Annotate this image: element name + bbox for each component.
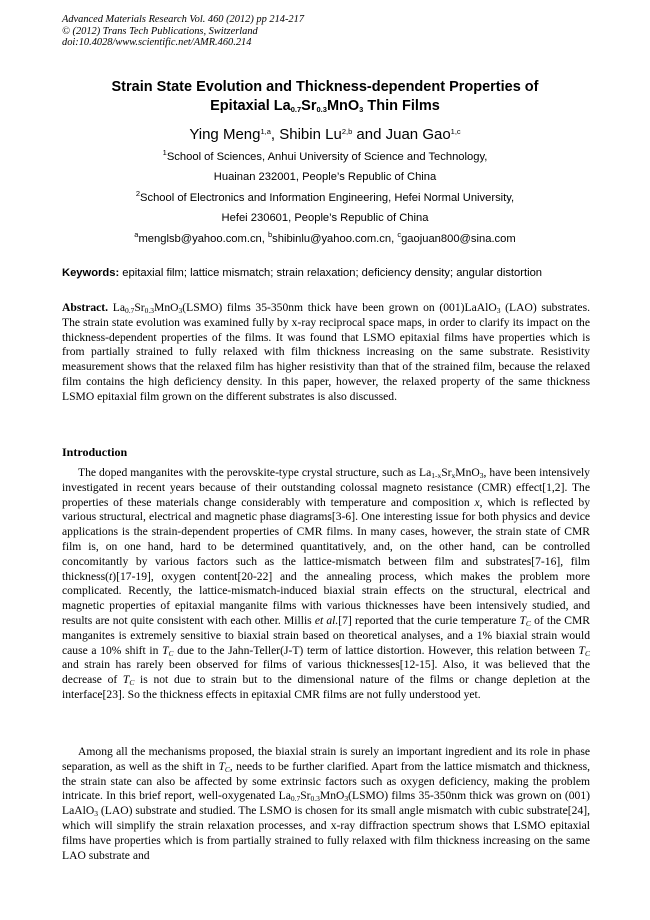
author-separator: and [352,126,386,143]
author-emails [40,232,610,246]
title-line-2 [40,97,610,116]
italic-subscript: C [129,678,135,688]
italic-symbol: T [578,643,585,657]
italic-symbol: T [122,673,130,687]
italic-symbol: T [519,613,526,627]
paragraph-text: of the CMR manganites is extremely sensitive to biaxial strain based on theoretical analyses, and a 1% biaxial strain would cause a 10% shift in [62,613,591,657]
paragraph-text: )[17-19], oxygen content[20-22] and the annealing process, which makes the problem more complicated. Recently, the lattice-mismatch-induced biaxial strain effects on the structural, electrical and magnetic properties of epitaxial manganite films with various thicknesses have been intensively studied, and results are not quite consistent with each other. Millis [62,569,590,627]
intro-paragraph-2 [62,745,590,863]
author-separator: , [270,126,280,143]
subscript: 1-x [431,471,442,480]
paragraph-text: MnO [319,789,345,803]
paragraph-text: and strain has rarely been observed for films of various thicknesses[12-15]. Also, it was believed that the decrease of [62,658,590,687]
italic-symbol: T [162,643,169,657]
subscript: 3 [496,306,501,315]
italic-subscript: C [525,618,531,628]
abstract-text: MnO [154,301,179,314]
email-mark: c [397,230,402,239]
affiliation-2 [40,191,610,205]
subscript: 3 [479,471,484,480]
abstract-text: La [108,301,125,314]
intro-paragraph-1 [62,466,590,703]
title-text: MnO [326,98,360,114]
paragraph-text: The doped manganites with the perovskite-type crystal structure, such as La [78,466,432,479]
author-affiliation-mark: 1,a [260,127,271,136]
title-text: Epitaxial La [210,98,291,114]
paragraph-text: , which is reflected by various structural, electrical and magnetic phase diagrams[3-6]. One interesting issue for both physics and device applications is the strain-dependent properties of CMR films. In many cases, however, the strain state of CMR film is, on one hand, hard to be determined quantitatively, and, on the other hand, can be controlled concomitantly by various factors such as the lattice-mismatch between film and substrates[7-16], film thickness( [62,495,590,583]
subscript: 0.7 [290,794,301,804]
author-affiliation-mark: 1,c [450,127,461,136]
keywords-text: epitaxial film; lattice mismatch; strain relaxation; deficiency density; angular distortion [119,267,543,279]
subscript: 3 [94,809,98,819]
italic-subscript: C [224,764,230,774]
keywords-label: Keywords: [62,267,120,279]
subscript: 0.3 [310,794,320,804]
title-subscript: 0.3 [316,105,327,114]
italic-subscript: C [168,648,174,658]
title-text: Sr [301,98,317,114]
journal-citation: Advanced Materials Research Vol. 460 (2012) pp 214-217 [62,14,305,25]
journal-header [62,14,304,49]
doi-line: doi:10.4028/www.scientific.net/AMR.460.214 [62,37,252,48]
subscript: 3 [178,306,183,315]
author-list [40,126,610,144]
affiliation-1 [40,150,610,164]
italic-symbol: T [218,759,225,773]
paragraph-text: Among all the mechanisms proposed, the biaxial strain is surely an important ingredient and its role in phase separation, as well as the shift in [62,745,590,773]
affiliation-mark: 1 [162,148,167,157]
email-mark: a [134,230,139,239]
author-name: Shibin Lu [279,126,342,143]
email-mark: b [267,230,273,239]
author-name: Juan Gao [385,126,451,143]
title-text: Thin Films [363,98,440,114]
title-subscript: 0.7 [290,105,302,114]
author-name: Ying Meng [189,126,261,143]
abstract-label: Abstract. [62,301,109,314]
affiliation-mark: 2 [135,189,141,198]
paragraph-text: MnO [455,466,480,479]
paragraph-text: , needs to be further clarified. Apart from the lattice mismatch and thickness, the strain state can also be affected by some extrinsic factors such as oxygen deficiency, making the problem intricate. In this brief report, well-oxygenated La [62,759,590,803]
title-subscript: 3 [359,105,364,114]
paragraph-text: [7] reported that the curie temperature [338,613,520,627]
affiliation-2-address: Hefei 230601, People’s Republic of China [221,212,429,224]
italic-symbol: x [474,495,480,509]
affiliation-text: School of Electronics and Information Engineering, Hefei Normal University, [140,192,515,204]
subscript: 0.3 [144,306,155,315]
paragraph-text: Sr [300,789,311,803]
affiliation-1-address: Huainan 232001, People’s Republic of China [213,171,437,183]
subscript: x [451,471,456,480]
section-heading-introduction: Introduction [62,445,128,459]
email-address: shibinlu@yahoo.com.cn, [272,233,398,245]
copyright-line: © (2012) Trans Tech Publications, Switzerland [62,25,258,37]
subscript: 3 [344,794,349,804]
paragraph-text: (LAO) substrate and studied. The LSMO is chosen for its small angle mismatch with cubic substrate[24], which will simplify the strain relaxation processes, and x-ray diffraction spectrum shows that LSMO epitaxial films have properties which is from partially strained to fully relaxed with film thickness increasing on the same LAO substrate and [62,804,590,862]
abstract-text: Sr [134,301,145,314]
abstract-text: (LAO) substrates. The strain state evolution was examined fully by x-ray reciprocal space maps, in order to clarify its impact on the thickness-dependent properties of the films. It was found that LSMO epitaxial films have properties which is from partially strained to fully relaxed with film thickness increasing on the same substrate. Resistivity measurement shows that the relaxed film has higher resistivity than that of the strained film, because the relaxed film contains the high deficiency density. In this paper, however, the relaxed property of the same thickness LSMO epitaxial film grown on the different substrates is also discussed. [62,301,590,403]
subscript: 0.7 [124,306,135,315]
affiliation-text: School of Sciences, Anhui University of Science and Technology, [166,151,488,163]
keywords [62,266,590,280]
email-address: gaojuan800@sina.com [401,233,516,245]
italic-symbol: t [109,569,113,583]
paragraph-text: , have been intensively investigated in recent years because of their outstanding colossal magneto resistance (CMR) effect[1,2]. The properties of these materials change considerably with temperature and composition [62,466,590,509]
paragraph-text: (LSMO) films 35-350nm thick was grown on (001) LaAlO [62,789,590,818]
abstract [62,301,590,405]
abstract-text: (LSMO) films 35-350nm thick have been grown on (001)LaAlO [182,301,497,314]
paragraph-text: is not due to strain but to the dimensional nature of the films or change depletion at the interface[23]. So the thickness effects in epitaxial CMR films are not fully understood yet. [62,673,590,701]
title-line-1: Strain State Evolution and Thickness-dependent Properties of [111,79,539,95]
paragraph-text: due to the Jahn-Teller(J-T) term of lattice distortion. However, this relation between [173,643,579,657]
email-address: menglsb@yahoo.com.cn, [138,233,268,245]
italic-subscript: C [584,648,590,658]
italic-text: et al. [314,613,339,627]
paragraph-text: Sr [441,466,452,479]
paper-title [40,78,610,116]
author-affiliation-mark: 2,b [341,127,353,136]
